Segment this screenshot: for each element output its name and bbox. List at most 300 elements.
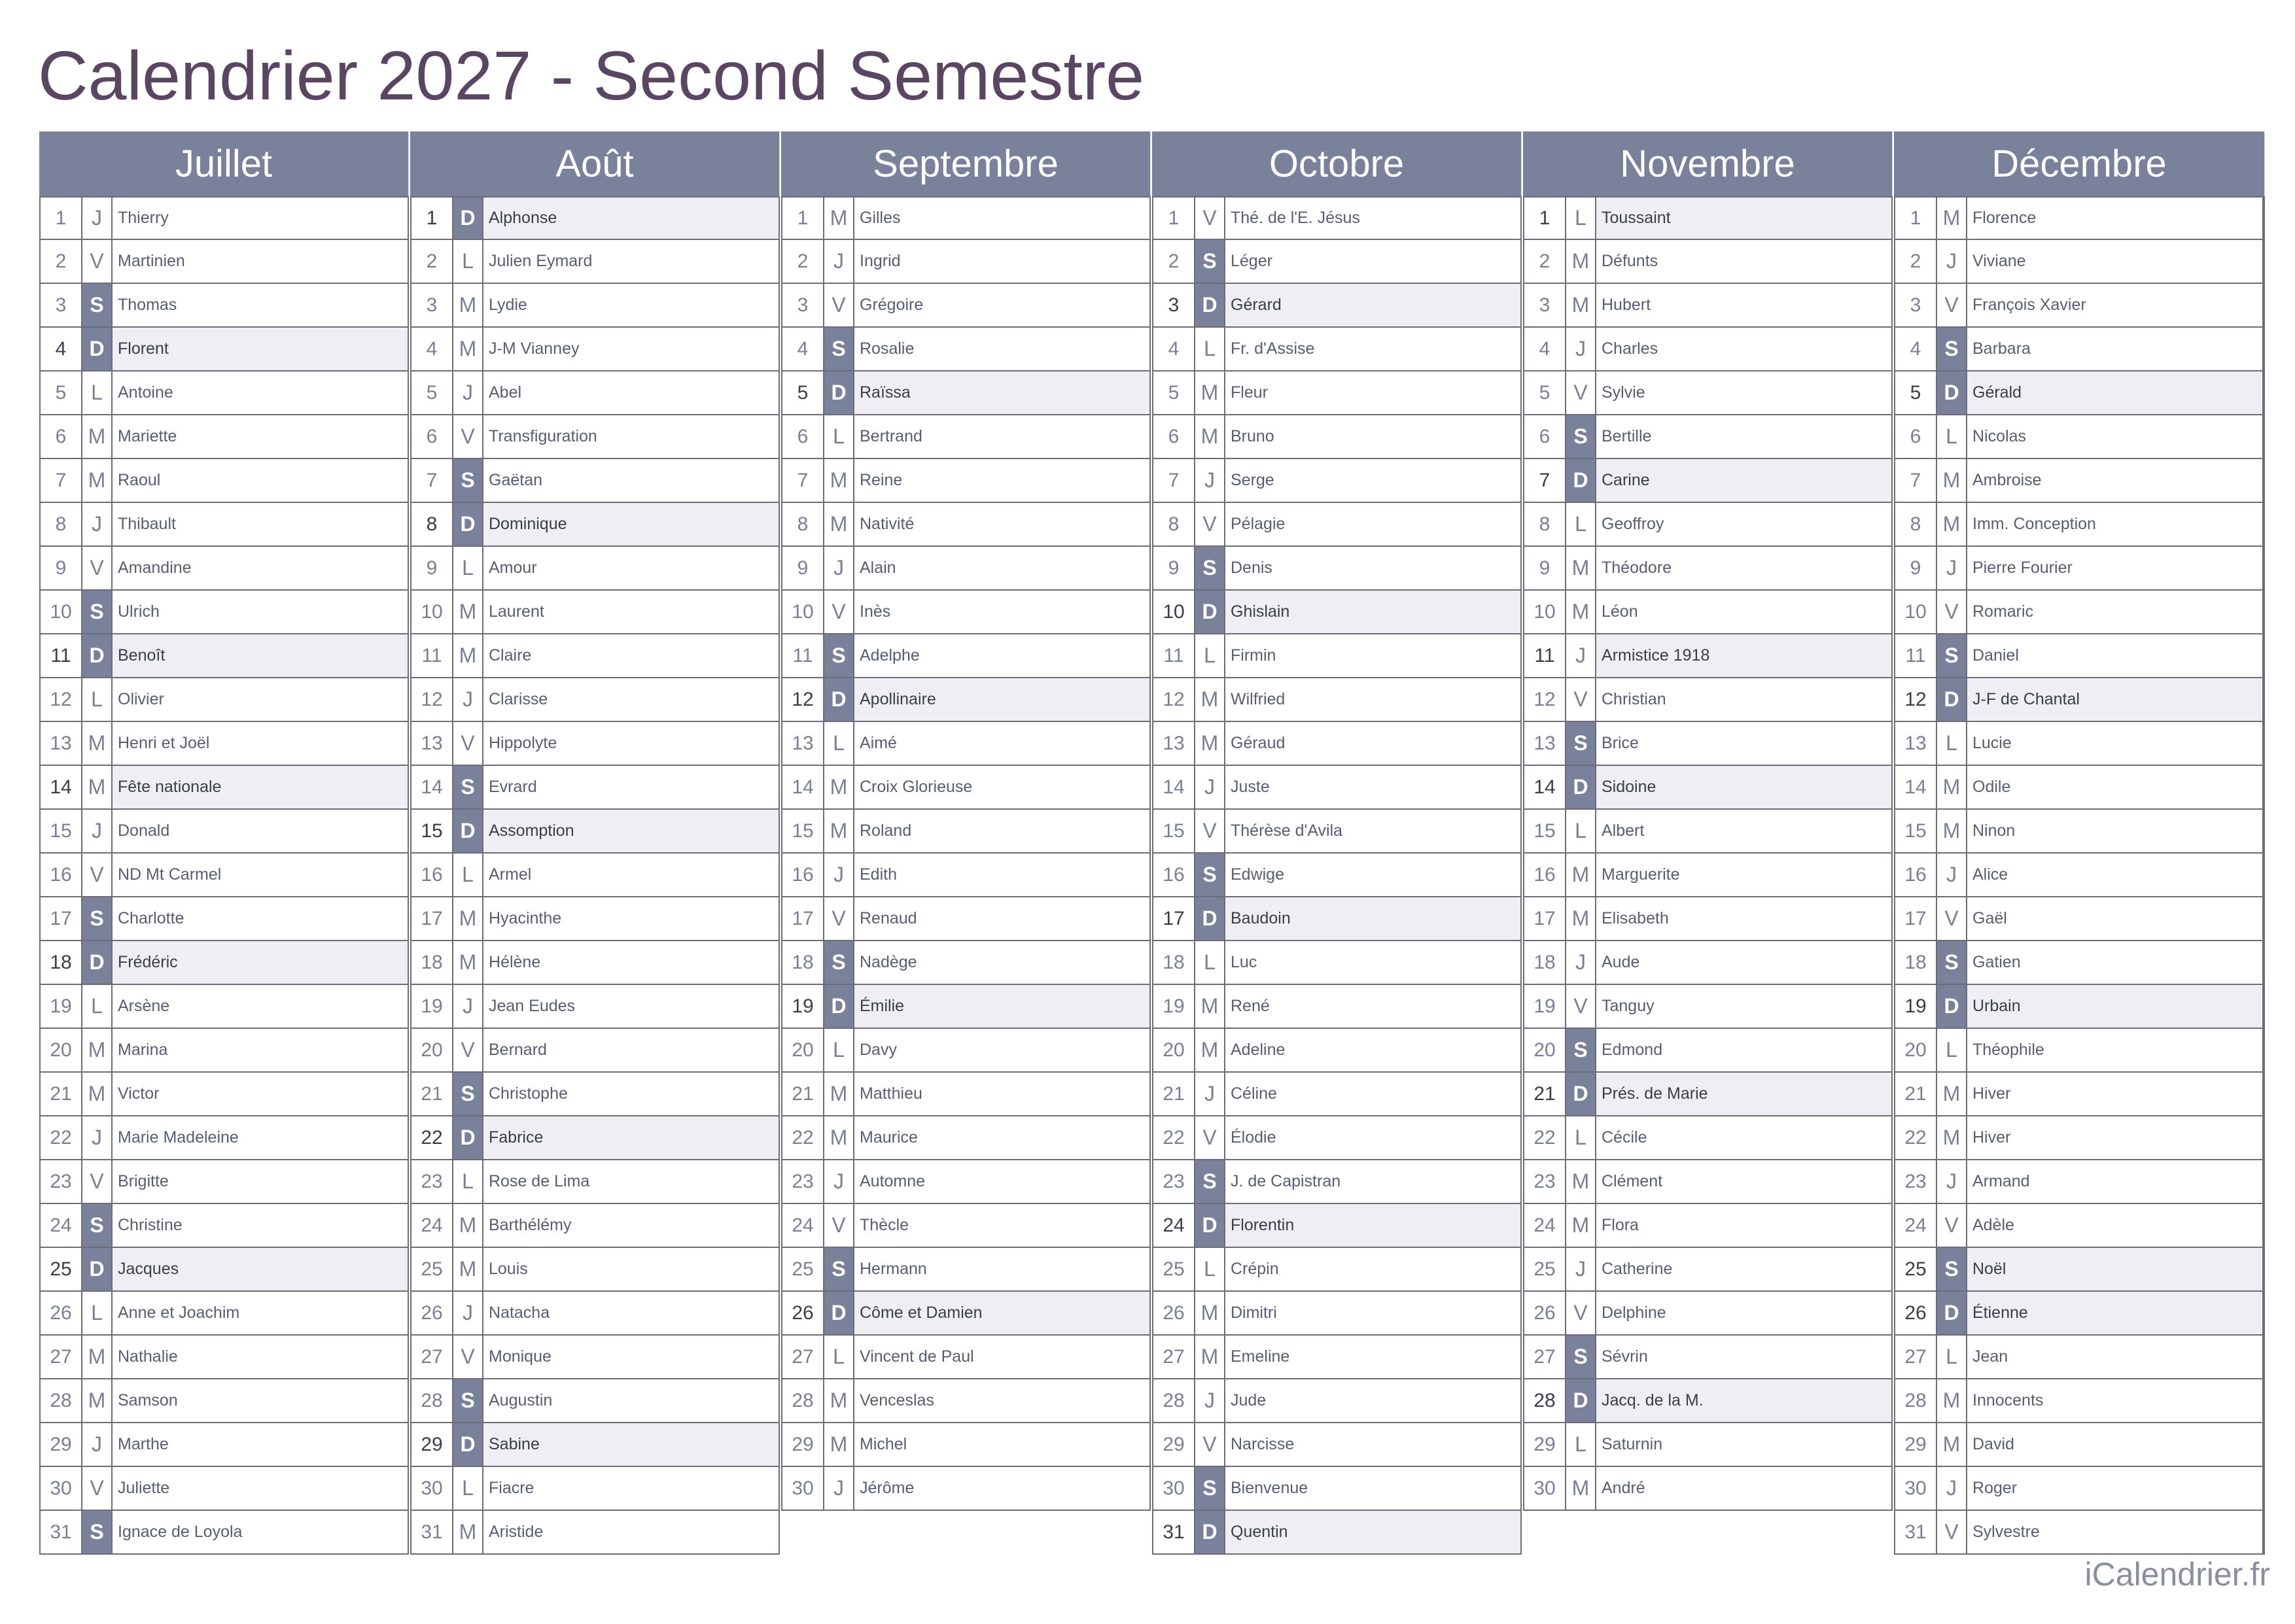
weekday-letter: M [824, 1073, 854, 1115]
day-list [781, 196, 1151, 1511]
day-row [782, 1116, 1151, 1160]
day-number: 6 [782, 415, 824, 458]
day-number: 14 [1524, 766, 1566, 808]
day-number: 2 [1895, 240, 1937, 283]
day-number: 4 [1895, 328, 1937, 370]
weekday-letter: M [453, 591, 483, 633]
day-number: 17 [412, 897, 453, 940]
day-number: 11 [41, 634, 82, 677]
day-number: 17 [782, 897, 824, 940]
day-number: 26 [412, 1292, 453, 1334]
saint-name: Croix Glorieuse [854, 766, 1151, 808]
weekday-letter: L [1566, 1423, 1596, 1466]
day-number: 1 [1895, 198, 1937, 239]
saint-name: Juste [1225, 766, 1522, 808]
weekday-letter: M [453, 1204, 483, 1247]
saint-name: Amandine [113, 547, 409, 589]
day-number: 5 [41, 371, 82, 414]
saint-name: Hippolyte [483, 722, 780, 765]
day-number: 14 [41, 766, 82, 808]
day-number: 26 [1524, 1292, 1566, 1334]
day-row [41, 722, 409, 766]
saint-name: Marina [113, 1029, 409, 1071]
day-number: 29 [412, 1423, 453, 1466]
saint-name: Jean Eudes [483, 985, 780, 1028]
day-number: 2 [782, 240, 824, 283]
weekday-letter: L [824, 1029, 854, 1071]
day-number: 7 [1895, 459, 1937, 502]
day-number: 18 [412, 941, 453, 984]
weekday-letter: J [824, 1467, 854, 1510]
day-number: 6 [1895, 415, 1937, 458]
saint-name: Noël [1967, 1248, 2264, 1290]
saint-name: Narcisse [1225, 1423, 1522, 1466]
day-row [412, 1511, 780, 1555]
day-list [39, 196, 409, 1555]
day-row [1153, 1248, 1522, 1292]
day-row [1153, 1336, 1522, 1379]
day-row [1895, 897, 2264, 941]
saint-name: Quentin [1225, 1511, 1522, 1553]
weekday-letter: D [1566, 459, 1596, 502]
weekday-letter: M [824, 198, 854, 239]
weekday-letter: M [824, 810, 854, 852]
weekday-letter: V [1566, 1292, 1596, 1334]
weekday-letter: S [82, 284, 113, 326]
weekday-letter: J [1195, 1379, 1225, 1422]
day-number: 1 [782, 198, 824, 239]
saint-name: Jude [1225, 1379, 1522, 1422]
day-row [1524, 459, 1893, 503]
weekday-letter: M [1195, 678, 1225, 721]
day-number: 10 [1153, 591, 1195, 633]
day-row [1895, 854, 2264, 897]
day-row [1524, 1116, 1893, 1160]
day-row [782, 284, 1151, 328]
weekday-letter: V [453, 415, 483, 458]
day-number: 12 [782, 678, 824, 721]
saint-name: Ulrich [113, 591, 409, 633]
day-number: 19 [412, 985, 453, 1028]
weekday-letter: L [82, 985, 113, 1028]
day-number: 16 [1153, 854, 1195, 896]
day-number: 23 [1895, 1160, 1937, 1203]
weekday-letter: M [1195, 722, 1225, 765]
day-row [412, 371, 780, 415]
saint-name: Alain [854, 547, 1151, 589]
saint-name: Assomption [483, 810, 780, 852]
day-row [1153, 1160, 1522, 1204]
day-number: 19 [1895, 985, 1937, 1028]
saint-name: Adèle [1967, 1204, 2264, 1247]
saint-name: Léon [1596, 591, 1893, 633]
weekday-letter: J [453, 1292, 483, 1334]
day-number: 18 [41, 941, 82, 984]
weekday-letter: M [453, 634, 483, 677]
day-number: 3 [782, 284, 824, 326]
saint-name: Catherine [1596, 1248, 1893, 1290]
day-number: 14 [412, 766, 453, 808]
saint-name: Daniel [1967, 634, 2264, 677]
saint-name: Christian [1596, 678, 1893, 721]
day-row [1895, 1116, 2264, 1160]
weekday-letter: J [82, 503, 113, 545]
weekday-letter: D [453, 503, 483, 545]
weekday-letter: L [1937, 1029, 1967, 1071]
weekday-letter: J [1195, 459, 1225, 502]
day-number: 11 [412, 634, 453, 677]
saint-name: Apollinaire [854, 678, 1151, 721]
weekday-letter: J [824, 240, 854, 283]
weekday-letter: M [1566, 897, 1596, 940]
saint-name: Martinien [113, 240, 409, 283]
day-number: 9 [782, 547, 824, 589]
saint-name: Brice [1596, 722, 1893, 765]
day-number: 31 [41, 1511, 82, 1553]
day-number: 2 [41, 240, 82, 283]
day-number: 23 [1524, 1160, 1566, 1203]
day-list [1152, 196, 1522, 1555]
saint-name: Venceslas [854, 1379, 1151, 1422]
day-number: 4 [412, 328, 453, 370]
saint-name: Rose de Lima [483, 1160, 780, 1203]
saint-name: J-F de Chantal [1967, 678, 2264, 721]
day-number: 10 [1524, 591, 1566, 633]
saint-name: Léger [1225, 240, 1522, 283]
saint-name: Hiver [1967, 1073, 2264, 1115]
day-number: 23 [782, 1160, 824, 1203]
day-number: 21 [782, 1073, 824, 1115]
day-row [1153, 985, 1522, 1029]
day-number: 18 [1153, 941, 1195, 984]
day-row [782, 941, 1151, 985]
day-number: 29 [1895, 1423, 1937, 1466]
weekday-letter: L [824, 1336, 854, 1378]
weekday-letter: J [82, 198, 113, 239]
weekday-letter: L [1566, 810, 1596, 852]
day-row [1524, 1248, 1893, 1292]
day-number: 25 [412, 1248, 453, 1290]
weekday-letter: D [1937, 678, 1967, 721]
day-row [1153, 1029, 1522, 1073]
saint-name: Barbara [1967, 328, 2264, 370]
saint-name: Théophile [1967, 1029, 2264, 1071]
day-number: 28 [41, 1379, 82, 1422]
day-number: 9 [41, 547, 82, 589]
day-number: 27 [1524, 1336, 1566, 1378]
day-number: 15 [1524, 810, 1566, 852]
weekday-letter: D [1937, 1292, 1967, 1334]
day-number: 24 [1153, 1204, 1195, 1247]
weekday-letter: L [1566, 198, 1596, 239]
day-row [412, 459, 780, 503]
saint-name: Anne et Joachim [113, 1292, 409, 1334]
day-row [41, 284, 409, 328]
saint-name: Renaud [854, 897, 1151, 940]
saint-name: Benoît [113, 634, 409, 677]
day-row [782, 196, 1151, 240]
weekday-letter: S [453, 1073, 483, 1115]
month-column [39, 131, 410, 1555]
saint-name: Amour [483, 547, 780, 589]
day-row [782, 371, 1151, 415]
saint-name: René [1225, 985, 1522, 1028]
weekday-letter: S [1195, 854, 1225, 896]
saint-name: Clément [1596, 1160, 1893, 1203]
saint-name: Innocents [1967, 1379, 2264, 1422]
day-number: 22 [1153, 1116, 1195, 1159]
weekday-letter: M [1937, 1423, 1967, 1466]
day-row [41, 371, 409, 415]
day-number: 8 [782, 503, 824, 545]
day-number: 16 [41, 854, 82, 896]
saint-name: Théodore [1596, 547, 1893, 589]
day-number: 30 [782, 1467, 824, 1510]
month-header: Septembre [781, 131, 1151, 196]
day-row [1524, 1423, 1893, 1467]
weekday-letter: M [1195, 415, 1225, 458]
day-number: 19 [1524, 985, 1566, 1028]
day-row [1153, 1292, 1522, 1336]
day-row [412, 678, 780, 722]
day-row [41, 459, 409, 503]
day-number: 1 [412, 198, 453, 239]
weekday-letter: S [1195, 1160, 1225, 1203]
day-number: 21 [41, 1073, 82, 1115]
day-row [412, 1116, 780, 1160]
weekday-letter: M [1566, 1467, 1596, 1510]
saint-name: Serge [1225, 459, 1522, 502]
day-row [782, 1423, 1151, 1467]
day-row [41, 591, 409, 634]
weekday-letter: M [1566, 1160, 1596, 1203]
day-row [41, 810, 409, 854]
day-row [412, 1160, 780, 1204]
weekday-letter: V [1566, 371, 1596, 414]
day-row [1524, 1029, 1893, 1073]
month-column [1894, 131, 2265, 1555]
day-number: 7 [1524, 459, 1566, 502]
day-row [1524, 1204, 1893, 1248]
saint-name: Saturnin [1596, 1423, 1893, 1466]
weekday-letter: S [82, 1204, 113, 1247]
day-row [782, 1073, 1151, 1116]
day-row [1524, 547, 1893, 591]
weekday-letter: M [1937, 810, 1967, 852]
saint-name: Pélagie [1225, 503, 1522, 545]
saint-name: Sylvestre [1967, 1511, 2264, 1553]
weekday-letter: L [824, 722, 854, 765]
day-number: 7 [412, 459, 453, 502]
weekday-letter: L [1937, 1336, 1967, 1378]
month-column [410, 131, 781, 1555]
weekday-letter: V [82, 240, 113, 283]
weekday-letter: M [1566, 547, 1596, 589]
saint-name: Thomas [113, 284, 409, 326]
saint-name: Alphonse [483, 198, 780, 239]
day-number: 7 [782, 459, 824, 502]
day-row [1895, 1029, 2264, 1073]
saint-name: Reine [854, 459, 1151, 502]
saint-name: Hiver [1967, 1116, 2264, 1159]
weekday-letter: D [1195, 284, 1225, 326]
day-number: 4 [1524, 328, 1566, 370]
day-number: 28 [1153, 1379, 1195, 1422]
saint-name: Hélène [483, 941, 780, 984]
day-number: 21 [1524, 1073, 1566, 1115]
day-row [1895, 678, 2264, 722]
day-row [1153, 722, 1522, 766]
day-number: 26 [782, 1292, 824, 1334]
weekday-letter: M [82, 1336, 113, 1378]
weekday-letter: M [82, 415, 113, 458]
day-number: 22 [412, 1116, 453, 1159]
day-number: 4 [41, 328, 82, 370]
day-number: 15 [782, 810, 824, 852]
day-row [1524, 985, 1893, 1029]
day-number: 12 [41, 678, 82, 721]
day-row [41, 1116, 409, 1160]
saint-name: Edmond [1596, 1029, 1893, 1071]
weekday-letter: M [453, 897, 483, 940]
saint-name: Aimé [854, 722, 1151, 765]
saint-name: Lucie [1967, 722, 2264, 765]
weekday-letter: D [82, 941, 113, 984]
weekday-letter: L [1195, 328, 1225, 370]
day-row [1524, 503, 1893, 547]
weekday-letter: S [1195, 1467, 1225, 1510]
day-row [782, 459, 1151, 503]
saint-name: Albert [1596, 810, 1893, 852]
day-number: 6 [412, 415, 453, 458]
weekday-letter: L [1195, 941, 1225, 984]
day-row [782, 678, 1151, 722]
weekday-letter: D [453, 198, 483, 239]
day-number: 20 [1524, 1029, 1566, 1071]
day-row [1895, 240, 2264, 284]
day-row [782, 766, 1151, 810]
day-number: 30 [41, 1467, 82, 1510]
weekday-letter: V [1195, 198, 1225, 239]
saint-name: Gaëtan [483, 459, 780, 502]
weekday-letter: V [1937, 591, 1967, 633]
month-column [1152, 131, 1523, 1555]
weekday-letter: V [453, 1029, 483, 1071]
weekday-letter: J [1937, 854, 1967, 896]
day-number: 18 [1524, 941, 1566, 984]
saint-name: Nadège [854, 941, 1151, 984]
day-number: 3 [412, 284, 453, 326]
day-list [1894, 196, 2265, 1555]
weekday-letter: L [453, 1467, 483, 1510]
saint-name: Sévrin [1596, 1336, 1893, 1378]
saint-name: Fleur [1225, 371, 1522, 414]
saint-name: Brigitte [113, 1160, 409, 1203]
day-row [782, 897, 1151, 941]
day-row [1153, 503, 1522, 547]
day-row [1895, 1336, 2264, 1379]
day-number: 25 [1895, 1248, 1937, 1290]
day-number: 6 [41, 415, 82, 458]
weekday-letter: V [1566, 985, 1596, 1028]
saint-name: Donald [113, 810, 409, 852]
weekday-letter: V [1937, 897, 1967, 940]
weekday-letter: D [453, 1423, 483, 1466]
weekday-letter: J [1566, 328, 1596, 370]
day-row [1895, 371, 2264, 415]
weekday-letter: J [453, 371, 483, 414]
day-number: 28 [782, 1379, 824, 1422]
month-column [1523, 131, 1894, 1555]
day-row [1524, 1292, 1893, 1336]
day-row [41, 1248, 409, 1292]
day-number: 17 [41, 897, 82, 940]
day-number: 12 [1524, 678, 1566, 721]
day-number: 2 [412, 240, 453, 283]
weekday-letter: D [82, 328, 113, 370]
saint-name: Fête nationale [113, 766, 409, 808]
day-number: 15 [41, 810, 82, 852]
day-number: 11 [1153, 634, 1195, 677]
weekday-letter: S [824, 941, 854, 984]
day-row [412, 591, 780, 634]
day-number: 2 [1153, 240, 1195, 283]
saint-name: Thierry [113, 198, 409, 239]
saint-name: Sylvie [1596, 371, 1893, 414]
day-number: 18 [782, 941, 824, 984]
weekday-letter: M [824, 1379, 854, 1422]
weekday-letter: J [1566, 1248, 1596, 1290]
weekday-letter: D [82, 1248, 113, 1290]
weekday-letter: L [82, 371, 113, 414]
day-number: 24 [782, 1204, 824, 1247]
weekday-letter: D [1195, 591, 1225, 633]
saint-name: Prés. de Marie [1596, 1073, 1893, 1115]
day-number: 26 [1895, 1292, 1937, 1334]
day-row [1153, 240, 1522, 284]
day-row [1895, 459, 2264, 503]
day-number: 29 [782, 1423, 824, 1466]
weekday-letter: M [824, 1116, 854, 1159]
day-row [1524, 328, 1893, 371]
weekday-letter: V [1195, 810, 1225, 852]
weekday-letter: V [82, 547, 113, 589]
day-row [1895, 1160, 2264, 1204]
saint-name: Gaël [1967, 897, 2264, 940]
day-number: 29 [1153, 1423, 1195, 1466]
day-row [41, 1029, 409, 1073]
saint-name: Automne [854, 1160, 1151, 1203]
weekday-letter: D [824, 985, 854, 1028]
day-row [782, 1336, 1151, 1379]
day-row [1153, 591, 1522, 634]
day-row [782, 722, 1151, 766]
day-number: 12 [412, 678, 453, 721]
saint-name: Luc [1225, 941, 1522, 984]
saint-name: Florent [113, 328, 409, 370]
saint-name: J-M Vianney [483, 328, 780, 370]
saint-name: Nathalie [113, 1336, 409, 1378]
saint-name: Rosalie [854, 328, 1151, 370]
saint-name: Cécile [1596, 1116, 1893, 1159]
saint-name: Davy [854, 1029, 1151, 1071]
day-number: 24 [41, 1204, 82, 1247]
day-row [782, 854, 1151, 897]
weekday-letter: S [824, 328, 854, 370]
day-number: 11 [782, 634, 824, 677]
day-number: 31 [412, 1511, 453, 1553]
weekday-letter: M [1937, 1116, 1967, 1159]
